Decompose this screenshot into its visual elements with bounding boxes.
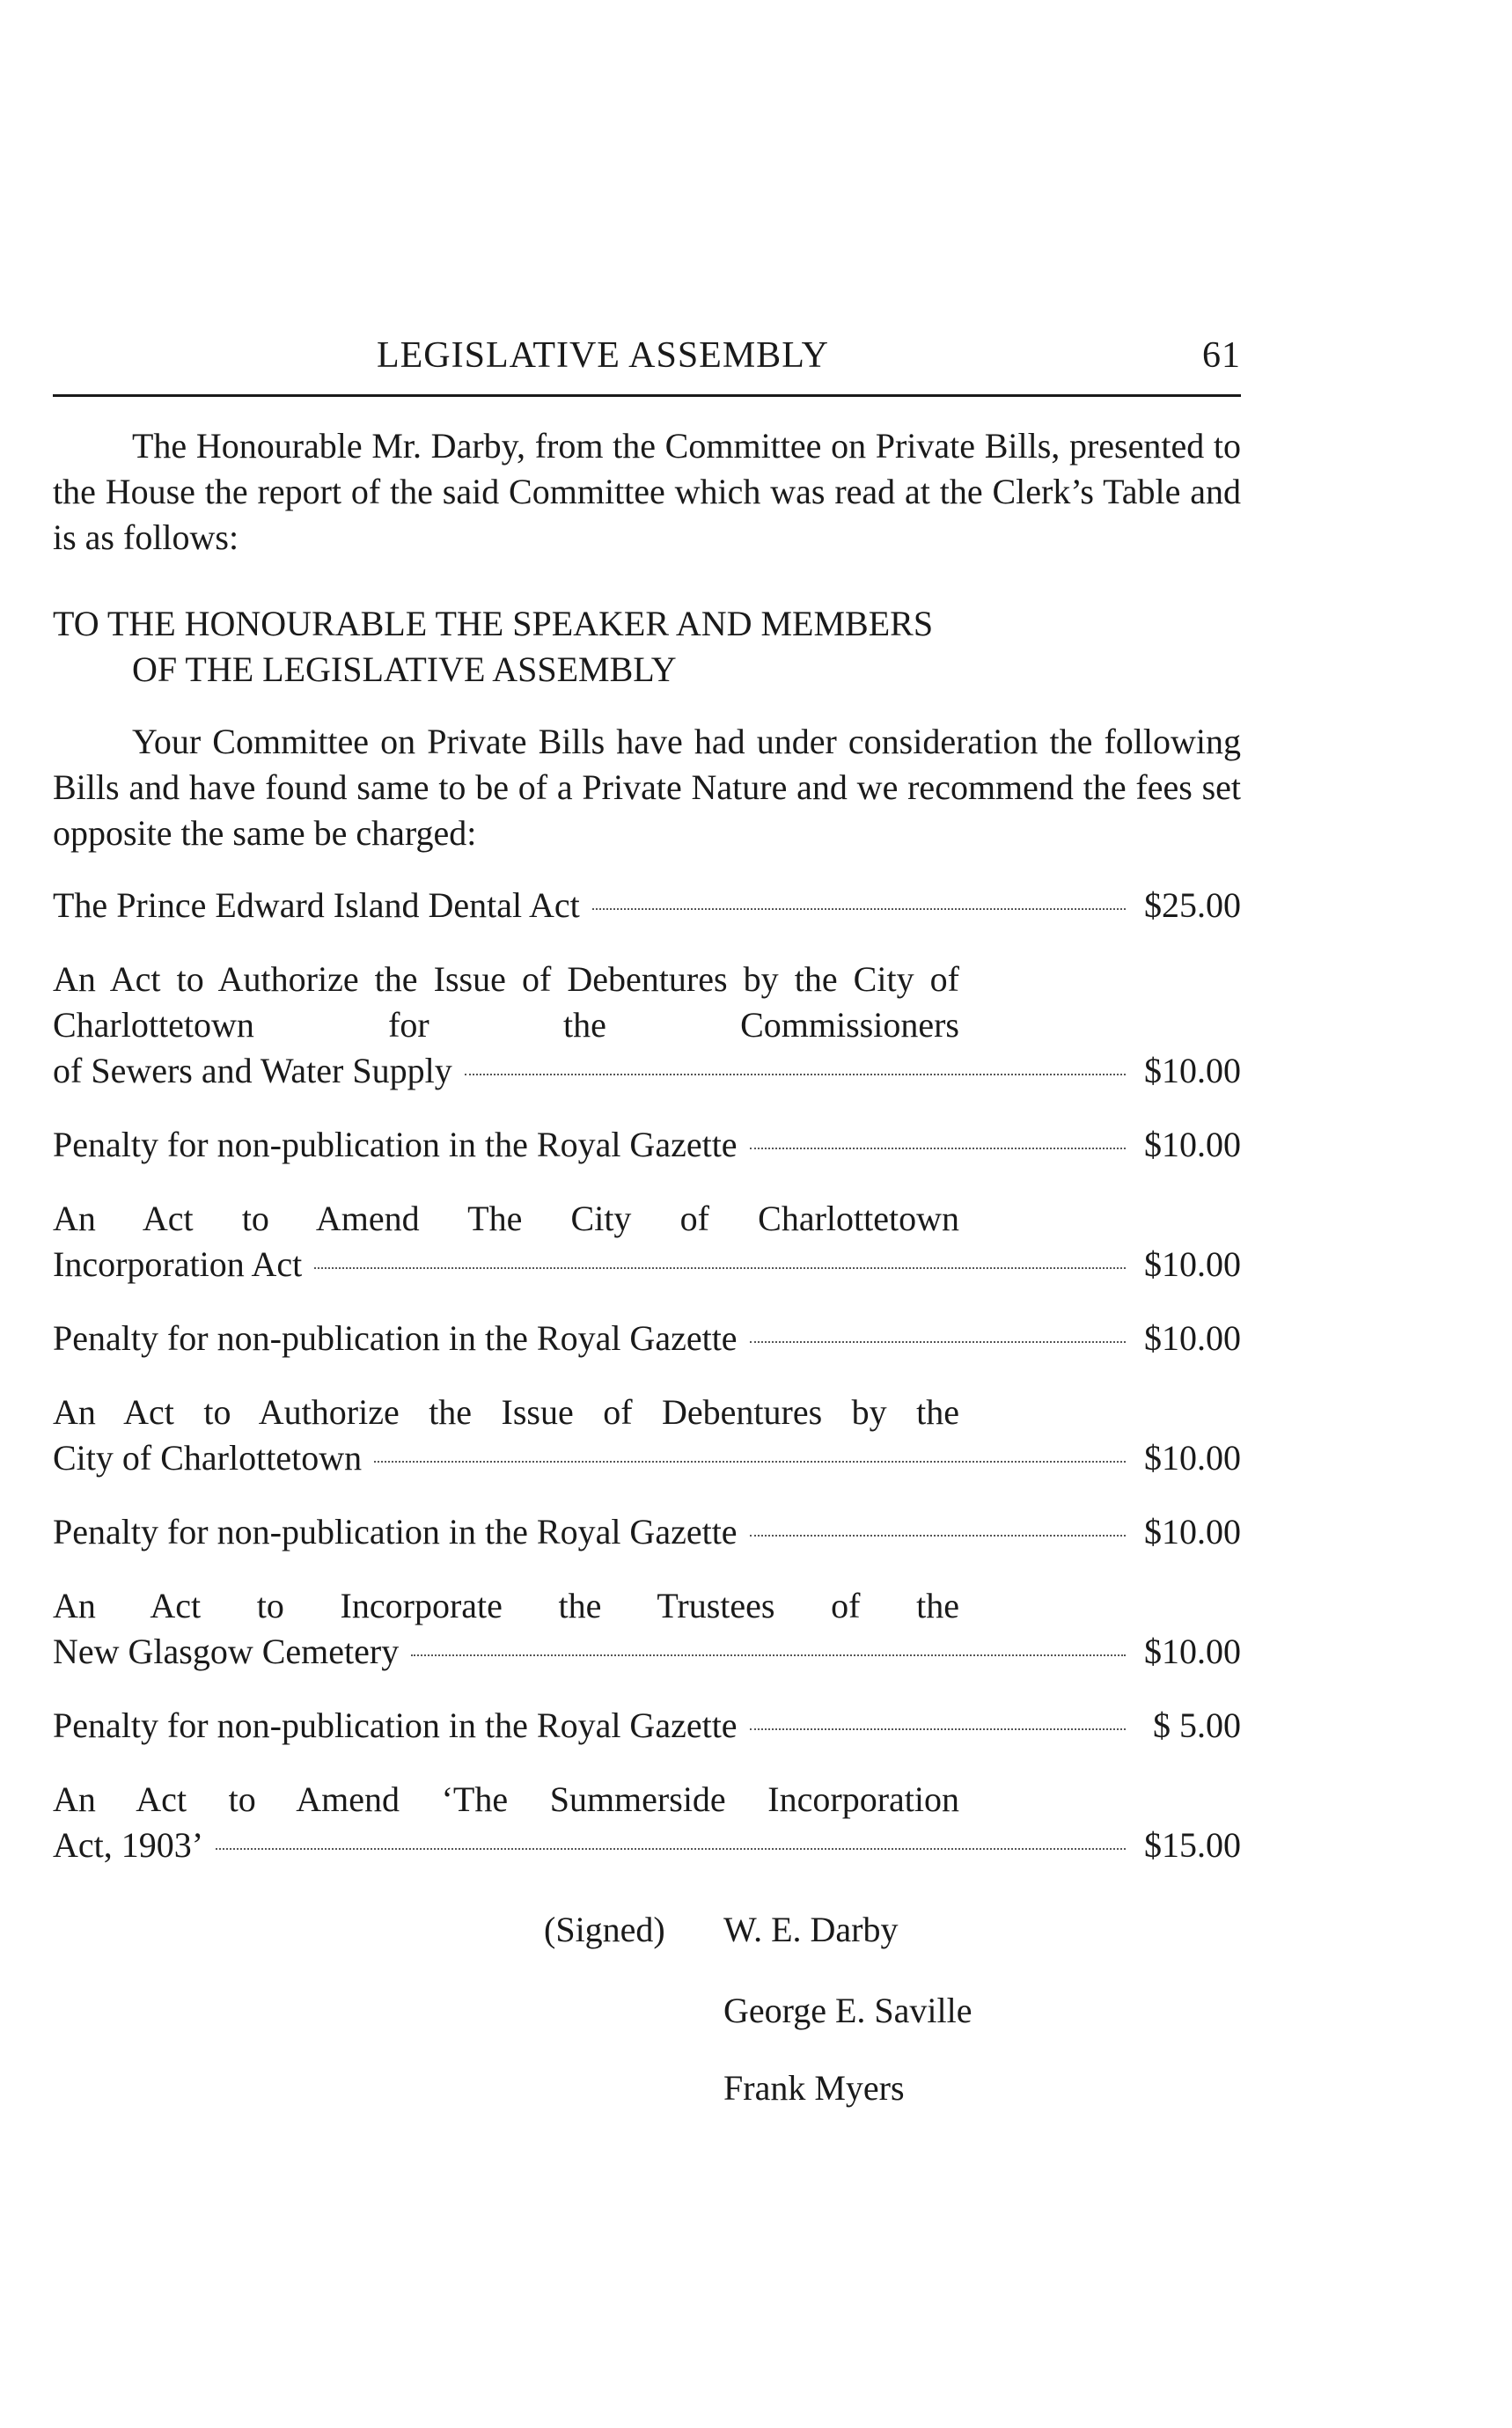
fee-item-title-lead: An Act to Amend ‘The Summerside Incorporation	[53, 1779, 959, 1819]
fee-amount: $10.00	[1144, 1512, 1241, 1551]
dot-leader	[750, 1341, 1126, 1343]
fee-amount: $10.00	[1144, 1051, 1241, 1090]
fee-item-line	[53, 1316, 1241, 1361]
address-line-1: TO THE HONOURABLE THE SPEAKER AND MEMBERS	[53, 604, 934, 643]
fee-amount: $10.00	[1144, 1244, 1241, 1284]
fee-item-title: of Sewers and Water Supply	[53, 1051, 452, 1090]
fee-item-title: New Glasgow Cemetery	[53, 1632, 400, 1671]
signature-name: George E. Saville	[723, 1991, 973, 2030]
fee-item	[53, 957, 1241, 1094]
fee-item	[53, 1703, 1241, 1749]
header-rule	[53, 394, 1241, 397]
fee-item	[53, 883, 1241, 928]
fee-amount: $25.00	[1144, 885, 1241, 925]
fee-amount: $15.00	[1144, 1825, 1241, 1865]
fee-item-title: Penalty for non-publication in the Royal Gazette	[53, 1125, 738, 1164]
fee-item	[53, 1509, 1241, 1555]
fee-item-line	[53, 883, 1241, 928]
fee-list	[53, 883, 1241, 1868]
fee-amount: $10.00	[1144, 1438, 1241, 1478]
signature-name: W. E. Darby	[723, 1910, 899, 1949]
fee-item-line	[53, 1122, 1241, 1168]
dot-leader	[216, 1848, 1126, 1850]
fee-item-title: Act, 1903’	[53, 1825, 204, 1865]
fee-item-title-lead: An Act to Authorize the Issue of Debentures by the City of Charlottetown for the Commissioners	[53, 959, 959, 1045]
dot-leader	[465, 1074, 1126, 1075]
fee-amount: $10.00	[1144, 1318, 1241, 1358]
fee-item-line	[53, 1629, 1241, 1675]
fee-item	[53, 1777, 1241, 1868]
address-line-2: OF THE LEGISLATIVE ASSEMBLY	[132, 649, 677, 689]
running-title: LEGISLATIVE ASSEMBLY	[377, 335, 829, 376]
fee-item-title: Penalty for non-publication in the Royal Gazette	[53, 1705, 738, 1745]
fee-item-title: Penalty for non-publication in the Royal Gazette	[53, 1318, 738, 1358]
fee-item-title: Penalty for non-publication in the Royal Gazette	[53, 1512, 738, 1551]
fee-item-title-lead: An Act to Amend The City of Charlottetown	[53, 1199, 959, 1238]
fee-item-line	[53, 1823, 1241, 1868]
fee-item-title: City of Charlottetown	[53, 1438, 363, 1478]
address-block	[53, 601, 1241, 693]
fee-item-title: Incorporation Act	[53, 1244, 303, 1284]
page-number: 61	[1202, 335, 1241, 376]
fee-item	[53, 1316, 1241, 1361]
fee-item-title-lead: An Act to Incorporate the Trustees of the	[53, 1586, 959, 1625]
fee-item-line	[53, 1048, 1241, 1094]
fee-item	[53, 1196, 1241, 1287]
fee-item-line	[53, 1509, 1241, 1555]
fee-item-title-lead: An Act to Authorize the Issue of Debentures by the	[53, 1392, 959, 1432]
fee-amount: $10.00	[1144, 1125, 1241, 1164]
document-page	[53, 334, 1241, 2136]
fee-amount: $10.00	[1144, 1632, 1241, 1671]
dot-leader	[750, 1728, 1126, 1730]
dot-leader	[592, 908, 1126, 910]
fee-item	[53, 1390, 1241, 1481]
signed-label: (Signed)	[544, 1910, 665, 1949]
fee-item	[53, 1583, 1241, 1675]
dot-leader	[411, 1654, 1126, 1656]
dot-leader	[374, 1461, 1126, 1463]
signature-name: Frank Myers	[723, 2068, 905, 2108]
dot-leader	[750, 1148, 1126, 1149]
signature-block	[53, 1907, 1241, 2136]
dot-leader	[750, 1535, 1126, 1537]
fee-amount: $ 5.00	[1153, 1705, 1241, 1745]
fee-item-line	[53, 1703, 1241, 1749]
intro-paragraph: The Honourable Mr. Darby, from the Committee on Private Bills, presented to the House the report of the said Committee which was read at the Clerk’s Table and is as follows:	[53, 426, 1241, 557]
dot-leader	[314, 1267, 1126, 1269]
fee-item	[53, 1122, 1241, 1168]
body-paragraph: Your Committee on Private Bills have had under consideration the following Bills and have found same to be of a Private Nature and we recommend the fees set opposite the same be charged:	[53, 722, 1241, 853]
fee-item-line	[53, 1242, 1241, 1287]
fee-item-title: The Prince Edward Island Dental Act	[53, 885, 580, 925]
fee-item-line	[53, 1435, 1241, 1481]
running-head	[53, 334, 1241, 380]
